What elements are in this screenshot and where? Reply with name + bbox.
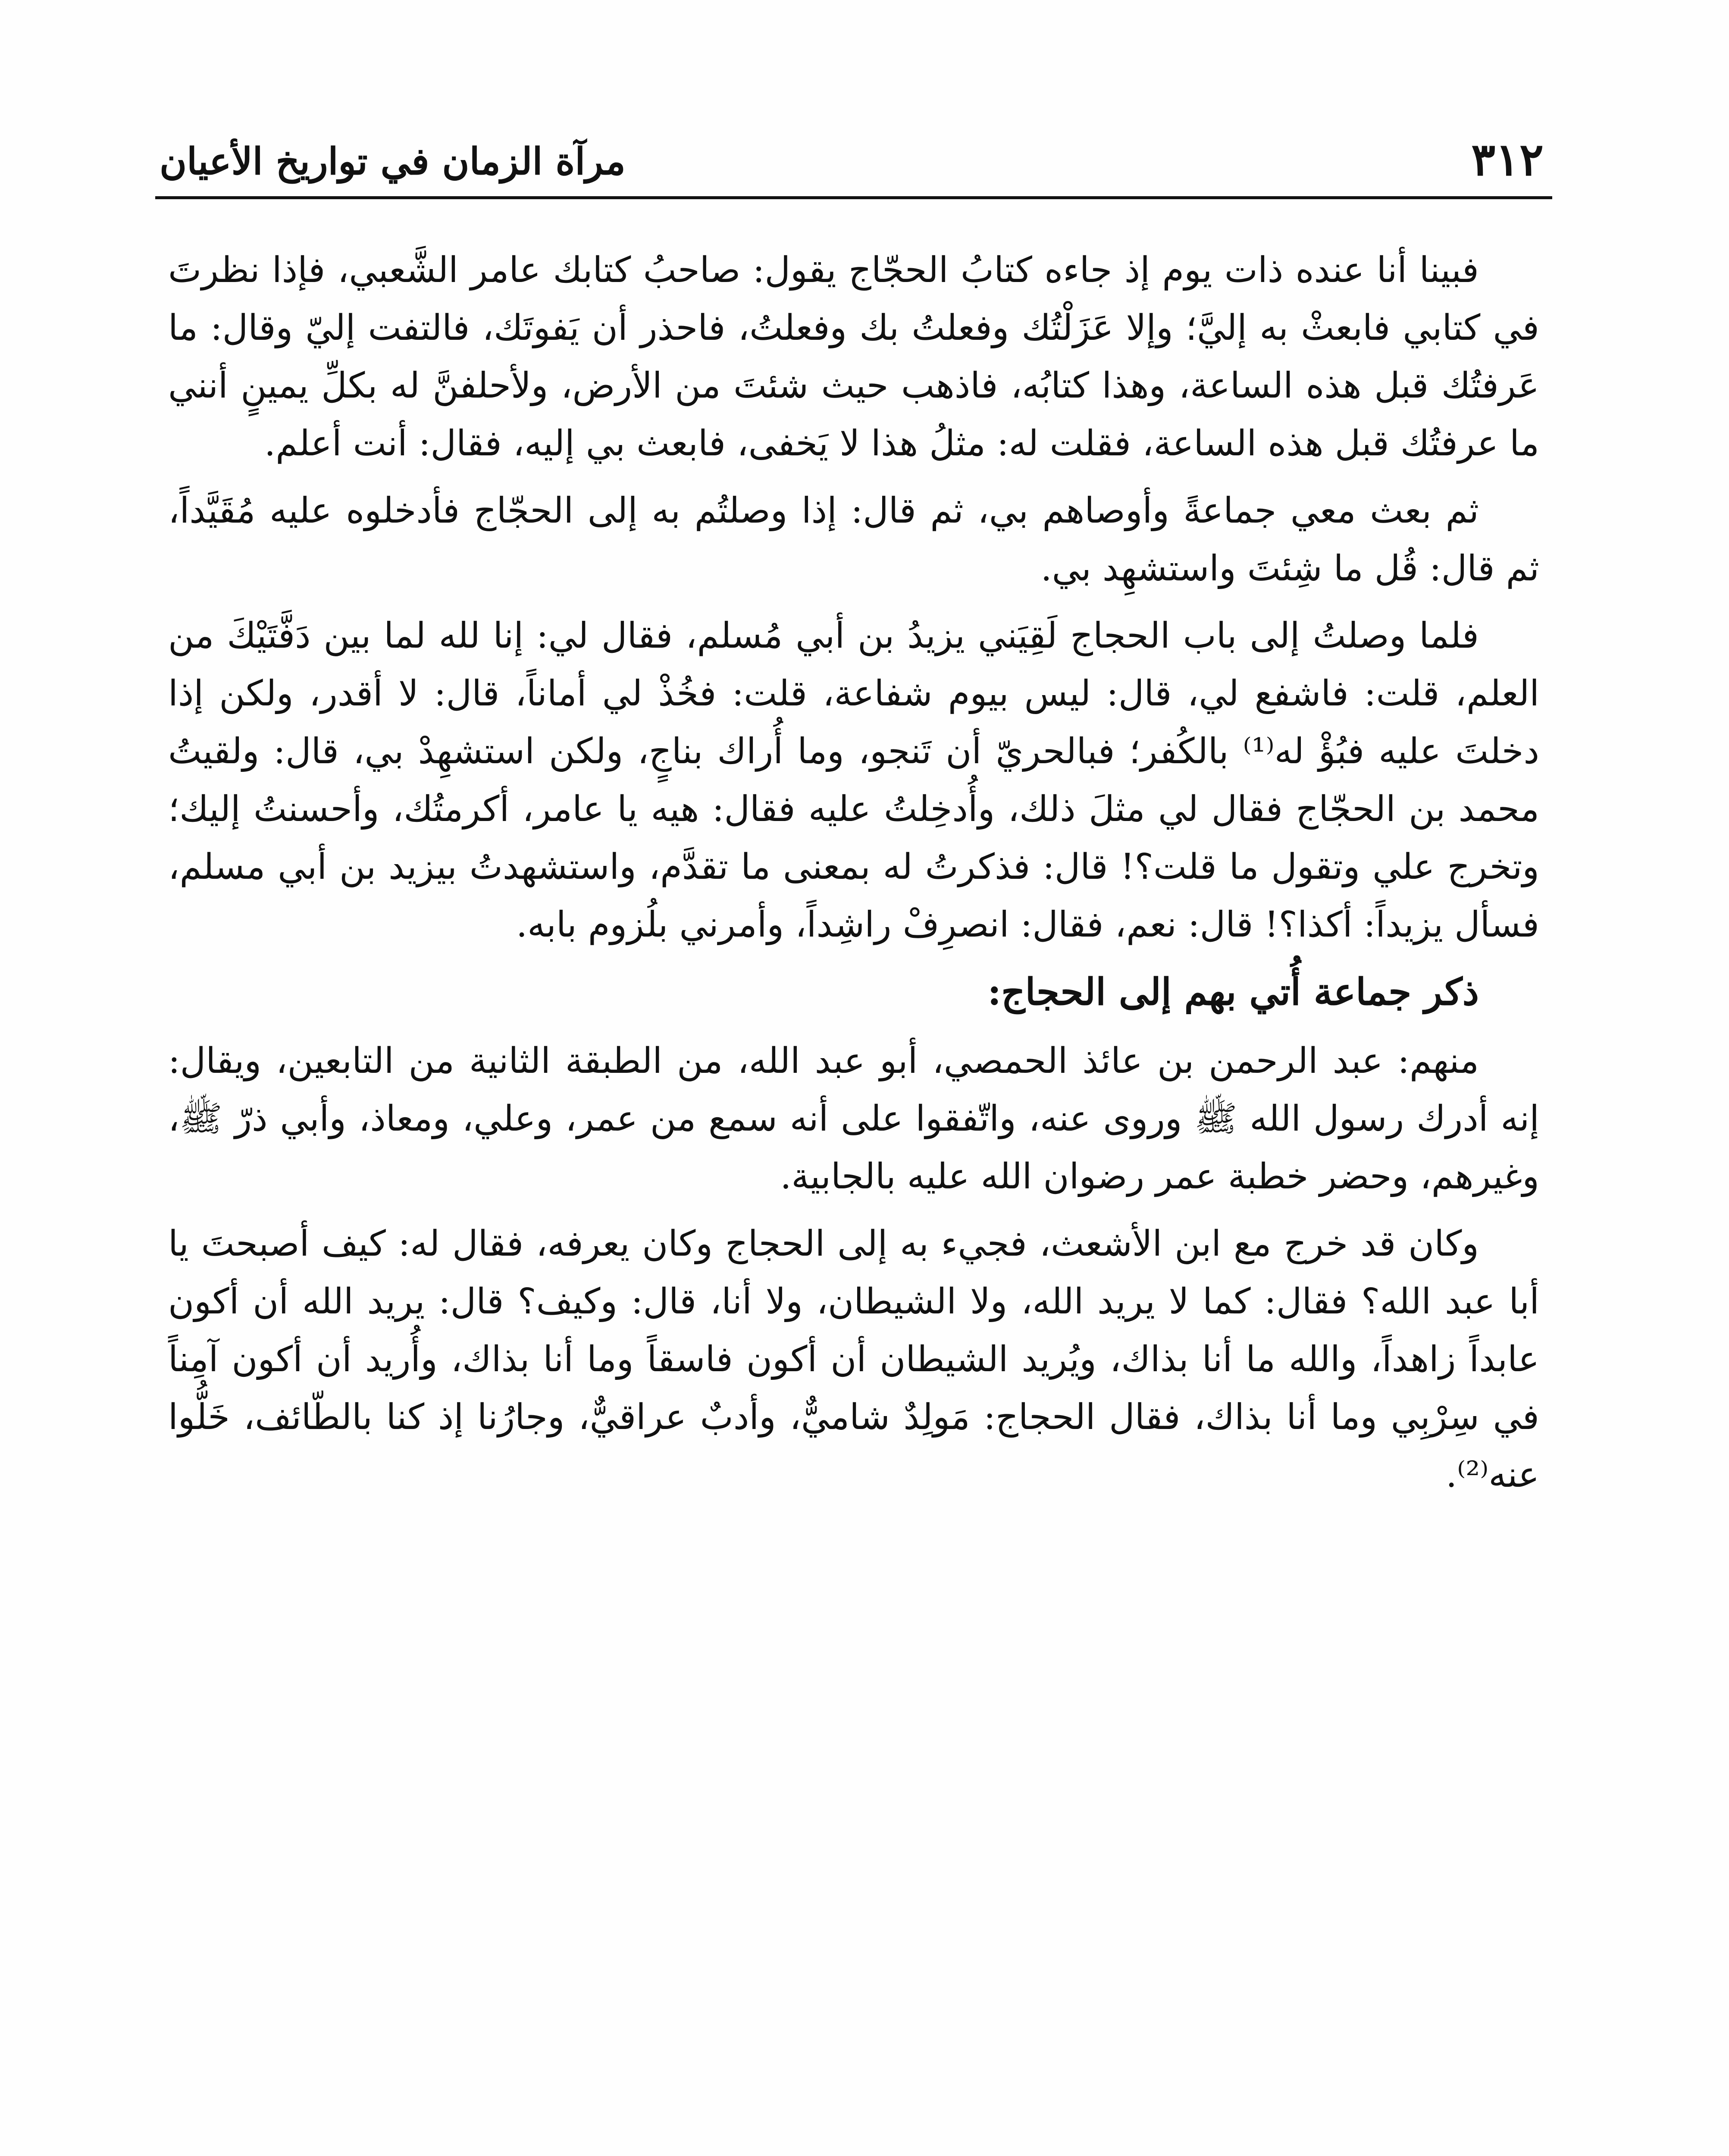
page-number: ٣١٢ xyxy=(1471,133,1544,186)
paragraph: فلما وصلتُ إلى باب الحجاج لَقِيَني يزيدُ بن أبي مُسلم، فقال لي: إنا لله لما بين دَفَّتَيْكَ من العلم، قلت: فاشفع لي، قال: ليس بيوم شفاعة، قلت: فخُذْ لي أماناً، قال: لا أقدر، ولكن إذا دخلتَ عليه فبُؤْ له⁽¹⁾ بالكُفر؛ فبالحريّ أن تَنجو، وما أُراك بناجٍ، ولكن استشهِدْ بي، قال: ولقيتُ محمد بن الحجّاج فقال لي مثلَ ذلك، وأُدخِلتُ عليه فقال: هيه يا عامر، أكرمتُك، وأحسنتُ إليك؛ وتخرج علي وتقول ما قلت؟! قال: فذكرتُ له بمعنى ما تقدَّم، واستشهدتُ بيزيد بن أبي مسلم، فسأل يزيداً: أكذا؟! قال: نعم، فقال: انصرِفْ راشِداً، وأمرني بلُزوم بابه. xyxy=(168,615,1539,945)
paragraph: فبينا أنا عنده ذات يوم إذ جاءه كتابُ الحجّاج يقول: صاحبُ كتابك عامر الشَّعبي، فإذا نظرتَ في كتابي فابعثْ به إليَّ؛ وإلا عَزَلْتُك وفعلتُ بك وفعلتُ، فاحذر أن يَفوتَك، فالتفت إليّ وقال: ما عَرفتُك قبل هذه الساعة، وهذا كتابُه، فاذهب حيث شئتَ من الأرض، ولأحلفنَّ له بكلِّ يمينٍ أنني ما عرفتُك قبل هذه الساعة، فقلت له: مثلُ هذا لا يَخفى، فابعث بي إليه، فقال: أنت أعلم. xyxy=(168,250,1539,464)
running-title: مرآة الزمان في تواريخ الأعيان xyxy=(160,140,626,183)
paragraph: وكان قد خرج مع ابن الأشعث، فجيء به إلى الحجاج وكان يعرفه، فقال له: كيف أصبحتَ يا أبا عبد الله؟ فقال: كما لا يريد الله، ولا الشيطان، ولا أنا، قال: وكيف؟ قال: يريد الله أن أكون عابداً زاهداً، والله ما أنا بذاك، ويُريد الشيطان أن أكون فاسقاً وما أنا بذاك، وأُريد أن أكون آمِناً في سِرْبِي وما أنا بذاك، فقال الحجاج: مَولِدٌ شاميٌّ، وأدبٌ عراقيٌّ، وجارُنا إذ كنا بالطّائف، خَلُّوا عنه⁽²⁾. xyxy=(168,1223,1539,1495)
header-rule xyxy=(155,196,1552,199)
paragraph: منهم: عبد الرحمن بن عائذ الحمصي، أبو عبد الله، من الطبقة الثانية من التابعين، ويقال: إنه أدرك رسول الله ﷺ وروى عنه، واتّفقوا على أنه سمع من عمر، وعلي، ومعاذ، وأبي ذرّ ﷺ، وغيرهم، وحضر خطبة عمر رضوان الله عليه بالجابية. xyxy=(168,1040,1539,1197)
page-header xyxy=(155,129,1552,194)
paragraph: ثم بعث معي جماعةً وأوصاهم بي، ثم قال: إذا وصلتُم به إلى الحجّاج فأدخلوه عليه مُقَيَّداً، ثم قال: قُل ما شِئتَ واستشهِد بي. xyxy=(168,490,1539,589)
main-text xyxy=(168,241,1539,1514)
section-heading: ذكر جماعة أُتي بهم إلى الحجاج: xyxy=(987,970,1479,1014)
